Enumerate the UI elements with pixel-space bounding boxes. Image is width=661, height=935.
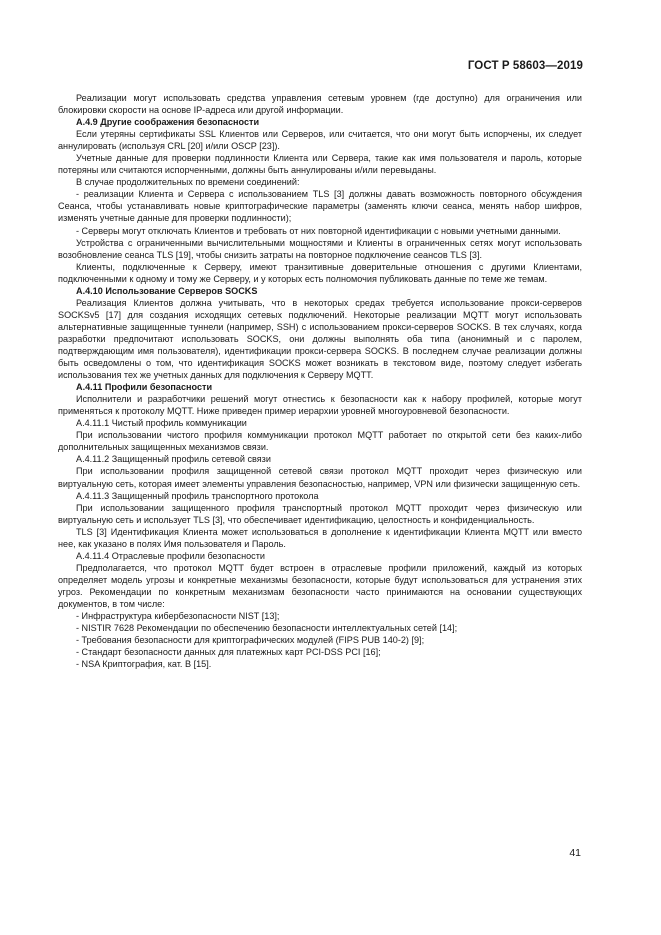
section-heading: А.4.9 Другие соображения безопасности xyxy=(76,117,260,128)
paragraph: Предполагается, что протокол MQTT будет встроен в отраслевые профили приложений, каждый из которых определяет модель угрозы и конкретные механизмы безопасности, которые будут использоваться для устранения этих угроз. Рекомендации по конкретным механизмам безопасности часто принимаются на основании существующих документов, в том числе: xyxy=(58,562,582,609)
subsection-heading: А.4.11.2 Защищенный профиль сетевой связи xyxy=(76,454,271,465)
page-number: 41 xyxy=(569,847,581,859)
subsection-heading: А.4.11.3 Защищенный профиль транспортного протокола xyxy=(76,490,319,501)
paragraph: В случае продолжительных по времени соединений: xyxy=(76,177,300,188)
list-item: - Инфраструктура кибербезопасности NIST [13]; xyxy=(76,611,280,622)
paragraph: Клиенты, подключенные к Серверу, имеют транзитивные доверительные отношения с другими Клиентами, подключенными к одному и тому же Серверу, и у которых есть полномочия публиковать данные по теме же темам. xyxy=(58,261,582,284)
subsection-heading: А.4.11.1 Чистый профиль коммуникации xyxy=(76,418,247,429)
paragraph: Исполнители и разработчики решений могут отнестись к безопасности как к набору профилей, которые могут применяться к протоколу MQTT. Ниже приведен пример иерархии уровней многоуровневой безопасности. xyxy=(58,394,582,417)
list-item: - Требования безопасности для криптографических модулей (FIPS PUB 140-2) [9]; xyxy=(76,635,425,646)
list-item: - реализации Клиента и Сервера с использованием TLS [3] должны давать возможность повторного обсуждения Сеанса, чтобы устанавливать новые криптографические параметры (заменять ключи сеанса, менять набор шифров, изменять учетные данные для проверки подлинности); xyxy=(58,189,582,224)
list-item: - Серверы могут отключать Клиентов и требовать от них повторной идентификации с новыми учетными данными. xyxy=(76,225,561,236)
standard-number: ГОСТ Р 58603—2019 xyxy=(467,60,583,72)
list-item: - NSA Криптография, кат. В [15]. xyxy=(76,659,212,670)
paragraph: TLS [3] Идентификация Клиента может использоваться в дополнение к идентификации Клиента MQTT или вместо нее, как указано в полях Имя пользователя и Пароль. xyxy=(58,526,582,549)
paragraph: Реализация Клиентов должна учитывать, что в некоторых средах требуется использование прокси-серверов SOCKSv5 [17] для создания исходящих сетевых подключений. Некоторые реализации MQTT могут использовать альтернативные защищенные туннели (например, SSH) с использованием прокси-серверов SOCKS. В тех случаях, когда разработки предпочитают использовать SOCKS, они должны выполнять оба типа (анонимный и с паролем, подтверждающим имя пользователя), идентификации прокси-сервера SOCKS. В последнем случае реализации должны быть осведомлены о том, что идентификация SOCKS может возникать в текстовом виде, поэтому следует избегать использования тех же учетных данных для подключения к Серверу MQTT. xyxy=(58,297,582,381)
subsection-heading: А.4.11.4 Отраслевые профили безопасности xyxy=(76,550,265,561)
paragraph: Учетные данные для проверки подлинности Клиента или Сервера, такие как имя пользователя и пароль, которые потеряны или считаются испорченными, должны быть аннулированы и/или перевыданы. xyxy=(58,153,582,176)
section-heading: А.4.10 Использование Серверов SOCKS xyxy=(76,285,258,296)
paragraph: Устройства с ограниченными вычислительными мощностями и Клиенты в ограниченных сетях могут использовать возобновление сеанса TLS [19], чтобы снизить затраты на повторное подключение сеансов TLS [3]. xyxy=(58,237,582,260)
paragraph: При использовании защищенного профиля транспортный протокол MQTT проходит через физическую или виртуальную сеть и использует TLS [3], что обеспечивает идентификацию, целостность и конфиденциальность. xyxy=(58,502,582,525)
paragraph: Если утеряны сертификаты SSL Клиентов или Серверов, или считается, что они могут быть испорчены, их следует аннулировать (используя CRL [20] и/или OSCP [23]). xyxy=(58,129,582,152)
list-item: - Стандарт безопасности данных для платежных карт PCI-DSS PCI [16]; xyxy=(76,647,381,658)
document-body xyxy=(58,92,582,670)
section-heading: А.4.11 Профили безопасности xyxy=(76,382,213,393)
paragraph: При использовании профиля защищенной сетевой связи протокол MQTT проходит через физическую или виртуальную сеть, которая имеет элементы управления безопасностью, например, VPN или физически защищенную сеть. xyxy=(58,466,582,489)
list-item: - NISTIR 7628 Рекомендации по обеспечению безопасности интеллектуальных сетей [14]; xyxy=(76,623,458,634)
paragraph: Реализации могут использовать средства управления сетевым уровнем (где доступно) для ограничения или блокировки скорости на основе IP-адреса или другой информации. xyxy=(58,93,582,116)
paragraph: При использовании чистого профиля коммуникации протокол MQTT работает по открытой сети без каких-либо дополнительных защищенных механизмов связи. xyxy=(58,430,582,453)
